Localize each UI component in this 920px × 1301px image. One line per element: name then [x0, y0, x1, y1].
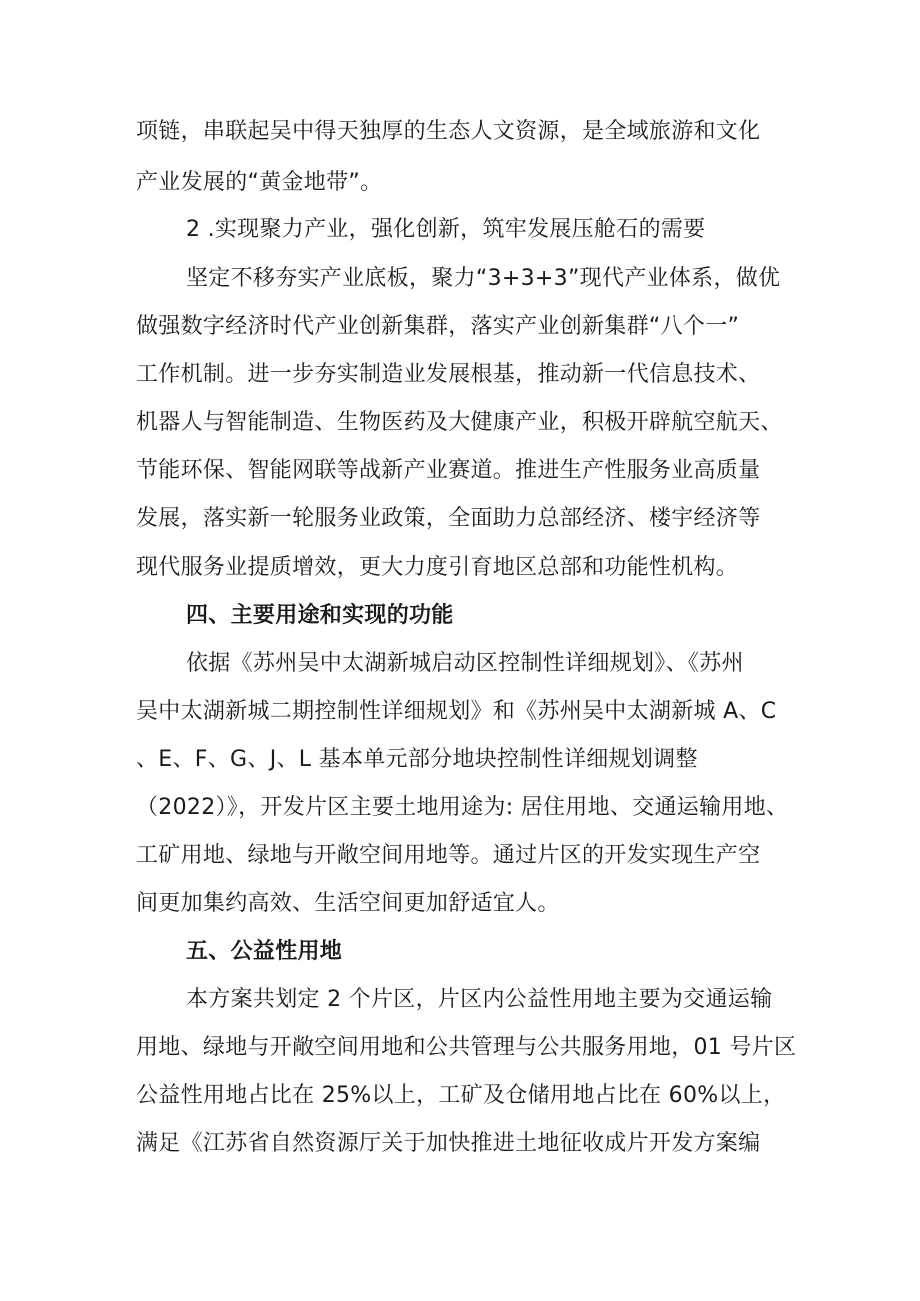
paragraph-line: 发展，落实新一轮服务业政策，全面助力总部经济、楼宇经济等 [136, 506, 761, 531]
paragraph-line: 产业发展的“黄金地带”。 [136, 170, 383, 195]
paragraph-line: 工矿用地、绿地与开敞空间用地等。通过片区的开发实现生产空 [136, 843, 761, 868]
paragraph-line: 满足《江苏省自然资源厅关于加快推进土地征收成片开发方案编 [136, 1131, 761, 1156]
paragraph-line: 节能环保、智能网联等战新产业赛道。推进生产性服务业高质量 [136, 458, 761, 483]
paragraph-line: 本方案共划定 2 个片区，片区内公益性用地主要为交通运输 [186, 987, 773, 1012]
paragraph-line: 、E、F、G、J、L 基本单元部分地块控制性详细规划调整 [136, 747, 698, 772]
paragraph-line: 现代服务业提质增效，更大力度引育地区总部和功能性机构。 [136, 555, 739, 580]
paragraph-line: （2022）》，开发片区主要土地用途为: 居住用地、交通运输用地、 [136, 795, 789, 820]
paragraph-line: 机器人与智能制造、生物医药及大健康产业，积极开辟航空航天、 [136, 410, 783, 435]
paragraph-line: 吴中太湖新城二期控制性详细规划》和《苏州吴中太湖新城 A、C [136, 699, 777, 724]
paragraph-line: 间更加集约高效、生活空间更加舒适宜人。 [136, 891, 560, 916]
section-heading: 四、主要用途和实现的功能 [186, 603, 454, 628]
subheading: 2 .实现聚力产业，强化创新，筑牢发展压舱石的需要 [186, 217, 706, 242]
paragraph-line: 坚定不移夯实产业底板，聚力“3+3+3”现代产业体系，做优 [186, 266, 781, 291]
paragraph-line: 依据《苏州吴中太湖新城启动区控制性详细规划》、《苏州 [186, 651, 744, 676]
paragraph-line: 公益性用地占比在 25%以上，工矿及仓储用地占比在 60%以上， [136, 1083, 786, 1108]
section-heading: 五、公益性用地 [186, 939, 343, 964]
paragraph-line: 用地、绿地与开敞空间用地和公共管理与公共服务用地，01 号片区 [136, 1035, 797, 1060]
paragraph-line: 工作机制。进一步夯实制造业发展根基，推动新一代信息技术、 [136, 362, 761, 387]
paragraph-line: 做强数字经济时代产业创新集群，落实产业创新集群“八个一” [136, 314, 740, 339]
paragraph-line: 项链，串联起吴中得天独厚的生态人文资源，是全域旅游和文化 [136, 119, 761, 144]
